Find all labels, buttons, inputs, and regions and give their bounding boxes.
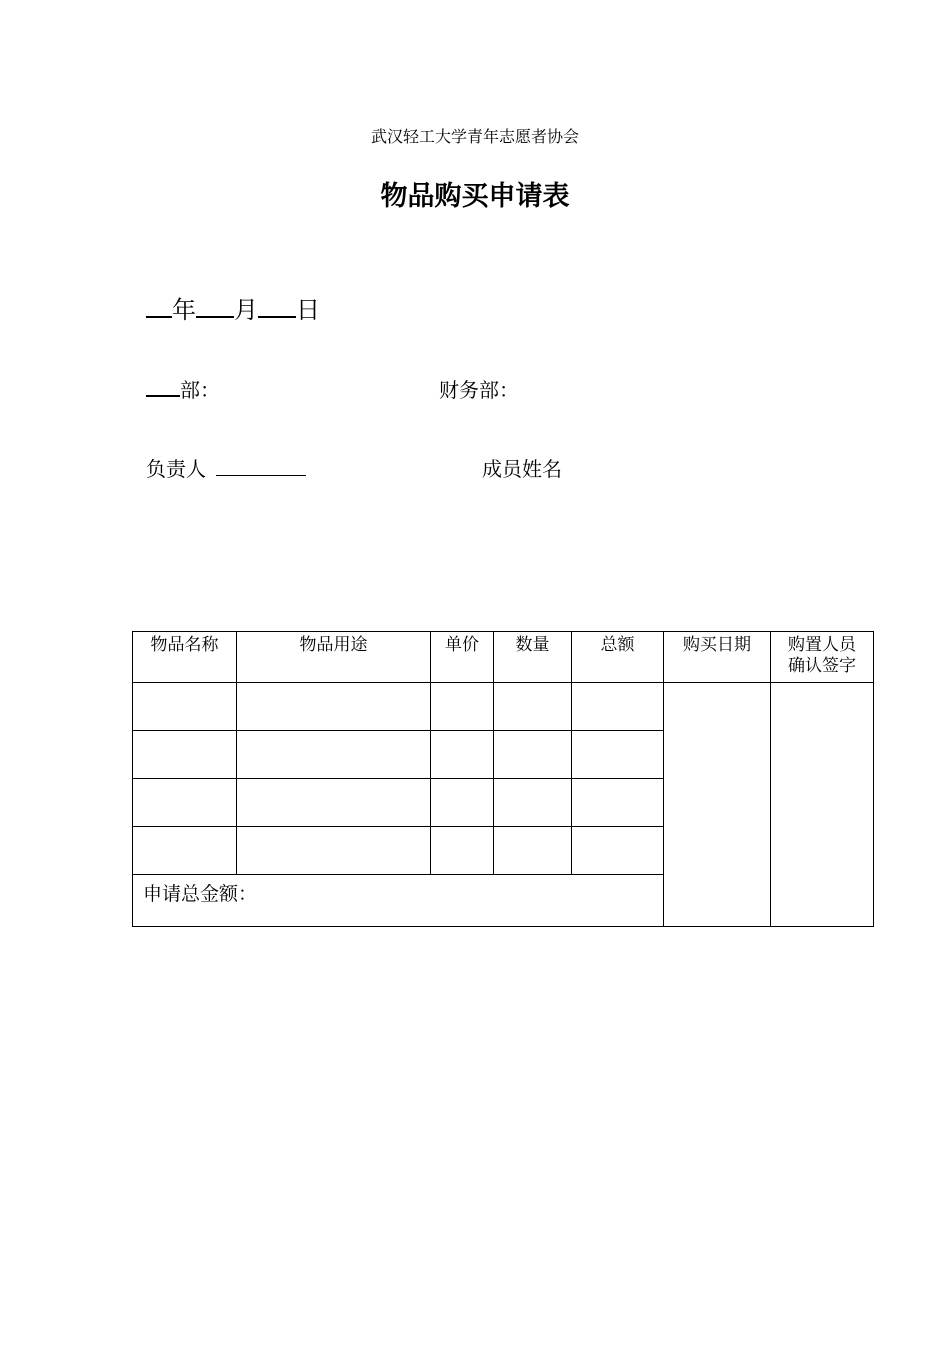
header-signature-line2: 确认签字 — [788, 656, 856, 676]
manager-field — [146, 453, 306, 482]
form-title: 物品购买申请表 — [380, 181, 570, 212]
finance-department-label: 财务部： — [439, 378, 519, 402]
cell-total[interactable] — [572, 731, 664, 779]
header-item-name: 物品名称 — [133, 632, 237, 683]
header-total: 总额 — [572, 632, 664, 683]
table-row — [133, 683, 874, 731]
department-label: 部： — [180, 378, 220, 402]
department-blank[interactable] — [146, 375, 180, 397]
cell-quantity[interactable] — [494, 731, 572, 779]
cell-quantity[interactable] — [494, 683, 572, 731]
cell-item-purpose[interactable] — [237, 779, 431, 827]
cell-item-purpose[interactable] — [237, 827, 431, 875]
cell-quantity[interactable] — [494, 779, 572, 827]
manager-label: 负责人 — [146, 457, 206, 481]
department-field — [146, 374, 220, 403]
cell-item-name[interactable] — [133, 731, 237, 779]
cell-unit-price[interactable] — [431, 683, 494, 731]
cell-item-purpose[interactable] — [237, 731, 431, 779]
total-amount-cell[interactable] — [133, 875, 664, 927]
cell-quantity[interactable] — [494, 827, 572, 875]
header-signature — [771, 632, 874, 683]
header-signature-line1: 购置人员 — [788, 635, 856, 655]
day-blank[interactable] — [258, 294, 296, 318]
header-item-purpose: 物品用途 — [237, 632, 431, 683]
manager-blank[interactable] — [216, 455, 306, 476]
year-label: 年 — [172, 296, 196, 324]
header-quantity: 数量 — [494, 632, 572, 683]
cell-unit-price[interactable] — [431, 827, 494, 875]
cell-unit-price[interactable] — [431, 731, 494, 779]
month-blank[interactable] — [196, 294, 234, 318]
organization-name: 武汉轻工大学青年志愿者协会 — [370, 127, 579, 146]
cell-total[interactable] — [572, 683, 664, 731]
cell-item-name[interactable] — [133, 779, 237, 827]
purchase-table — [132, 631, 874, 927]
header-unit-price: 单价 — [431, 632, 494, 683]
total-amount-label: 申请总金额： — [143, 883, 258, 905]
month-label: 月 — [234, 296, 258, 324]
table-header-row — [133, 632, 874, 683]
header-purchase-date: 购买日期 — [664, 632, 771, 683]
cell-total[interactable] — [572, 827, 664, 875]
day-label: 日 — [296, 296, 320, 324]
members-label: 成员姓名 — [482, 457, 562, 481]
cell-item-purpose[interactable] — [237, 683, 431, 731]
cell-item-name[interactable] — [133, 683, 237, 731]
cell-purchase-date[interactable] — [664, 683, 771, 927]
cell-signature[interactable] — [771, 683, 874, 927]
cell-total[interactable] — [572, 779, 664, 827]
cell-item-name[interactable] — [133, 827, 237, 875]
year-blank[interactable] — [146, 294, 172, 318]
date-line — [146, 290, 320, 325]
cell-unit-price[interactable] — [431, 779, 494, 827]
